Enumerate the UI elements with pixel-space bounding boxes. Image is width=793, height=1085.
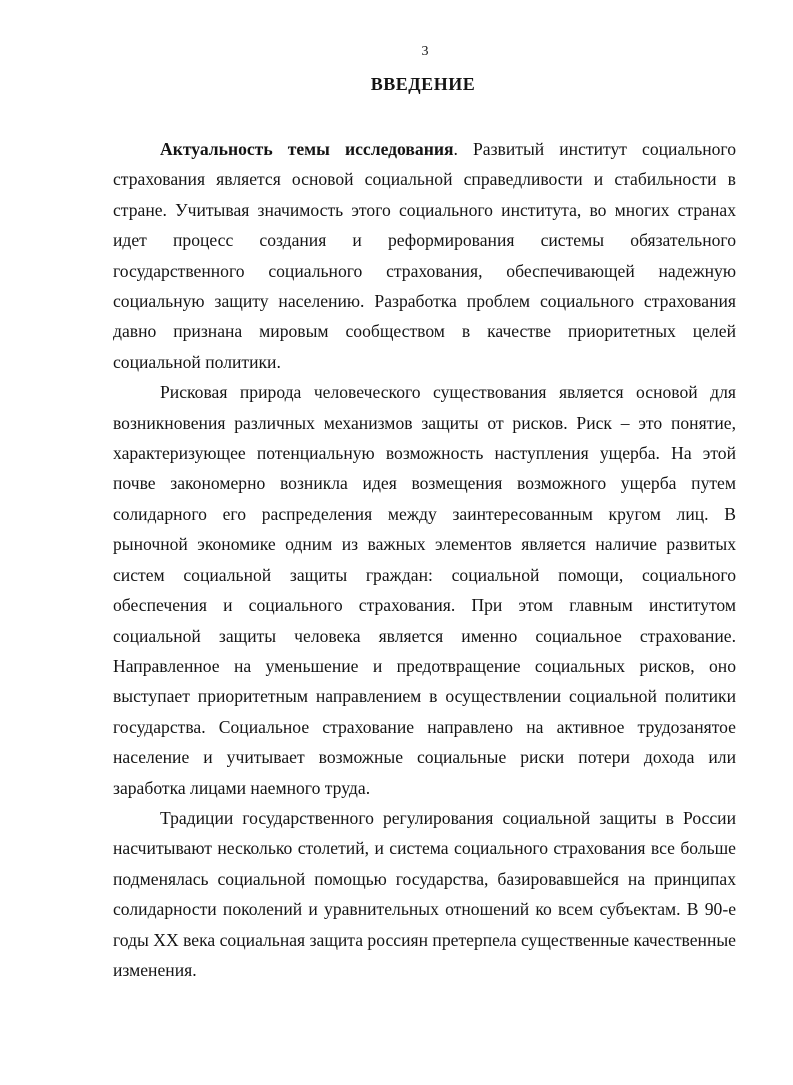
paragraph-text: . Развитый институт социального страхования является основой социальной справедливости и стабильности в стране. Учитывая значимость этого социального института, во многих странах идет процесс создания и реформирования системы обязательного государственного социального страхования, обеспечивающей надежную социальную защиту населению. Разработка проблем социального страхования давно признана мировым сообществом в качестве приоритетных целей социальной политики. xyxy=(113,139,737,372)
section-heading: ВВЕДЕНИЕ xyxy=(370,74,476,94)
paragraph-relevance xyxy=(113,134,736,377)
paragraph-risk-nature: Рисковая природа человеческого существования является основой для возникновения различных механизмов защиты от рисков. Риск – это понятие, характеризующее потенциальную возможность наступления ущерба. На этой почве закономерно возникла идея возмещения возможного ущерба путем солидарного его распределения между заинтересованным кругом лиц. В рыночной экономике одним из важных элементов является наличие развитых систем социальной защиты граждан: социальной помощи, социального обеспечения и социального страхования. При этом главным институтом социальной защиты человека является именно социальное страхование. Направленное на уменьшение и предотвращение социальных рисков, оно выступает приоритетным направлением в осуществлении социальной политики государства. Социальное страхование направлено на активное трудозанятое население и учитывает возможные социальные риски потери дохода или заработка лицами наемного труда. xyxy=(113,382,736,798)
paragraph-lead: Актуальность темы исследования xyxy=(160,139,454,159)
page-number: 3 xyxy=(421,44,429,59)
paragraph-traditions: Традиции государственного регулирования социальной защиты в России насчитывают несколько столетий, и система социального страхования все больше подменялась социальной помощью государства, базировавшейся на принципах солидарности поколений и уравнительных отношений ко всем субъектам. В 90-е годы XX века социальная защита россиян претерпела существенные качественные изменения. xyxy=(113,807,736,980)
body-text xyxy=(113,134,736,985)
